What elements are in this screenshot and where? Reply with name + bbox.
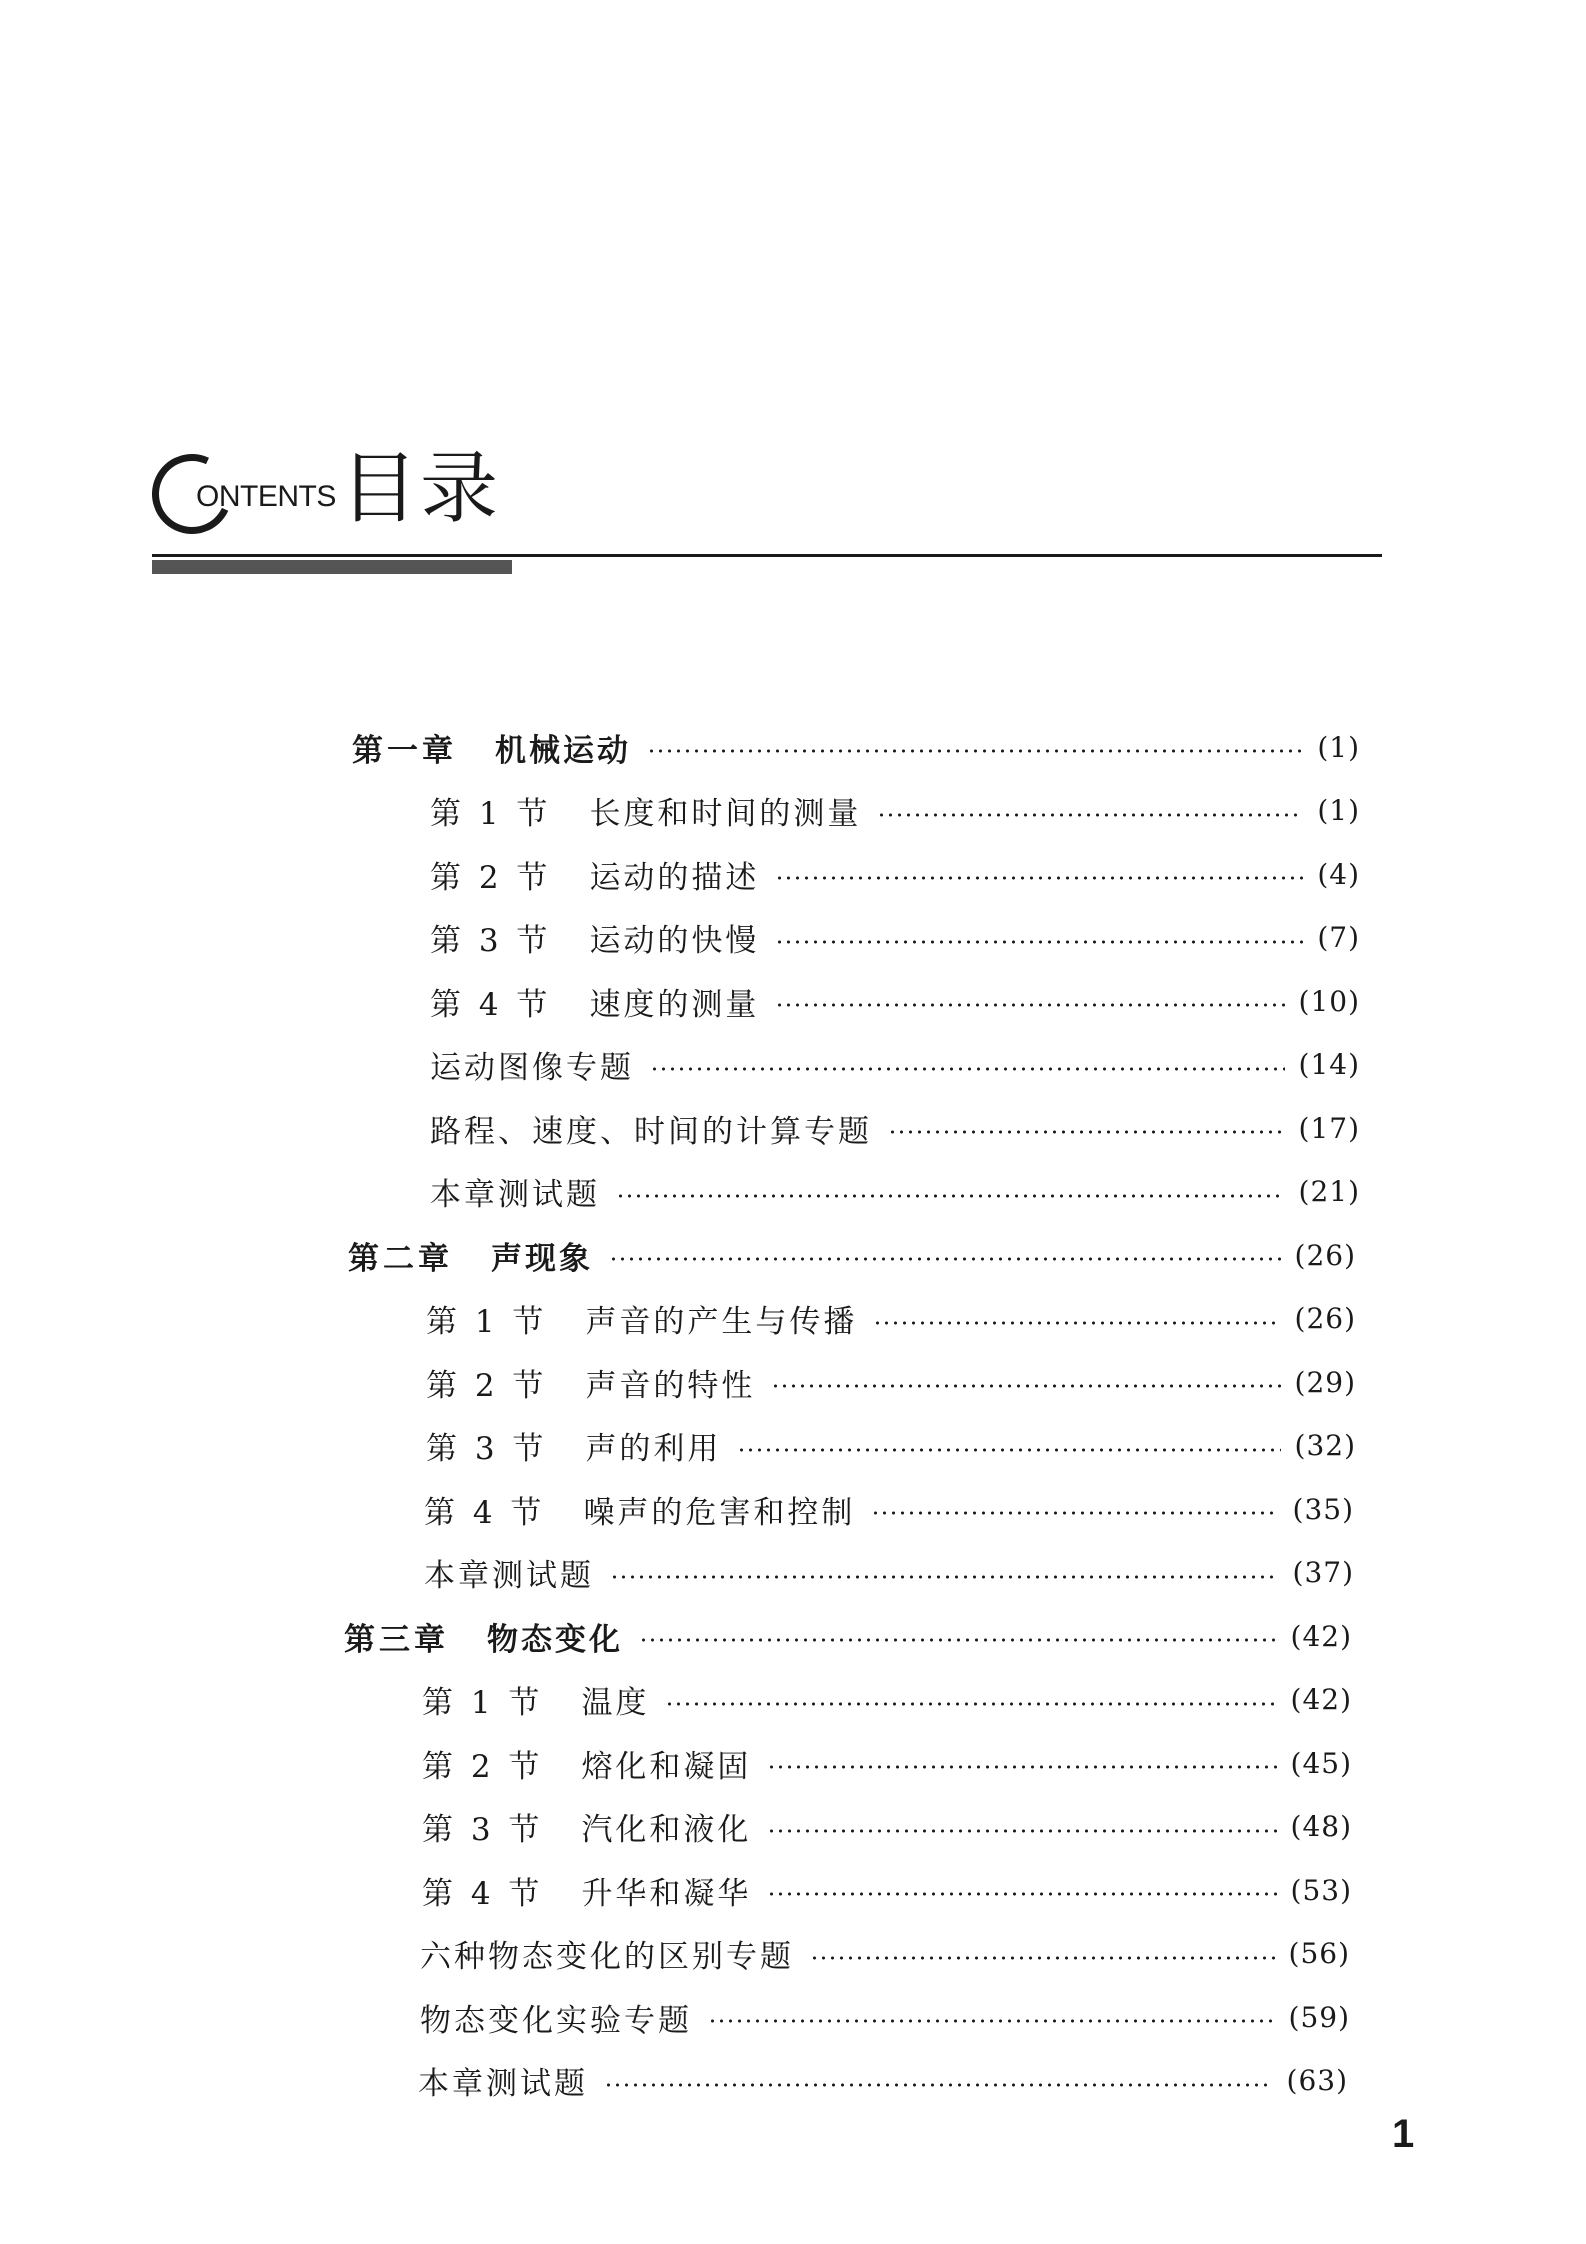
toc-dot-leader	[775, 1002, 1284, 1008]
toc-entry-title: 运动的描述	[589, 859, 760, 896]
toc-dot-leader	[610, 1574, 1279, 1580]
toc-dot-leader	[877, 812, 1303, 818]
toc-entry-number: 第 3 节	[426, 1431, 548, 1467]
toc-entry-page: (17)	[1298, 1111, 1360, 1145]
toc-entry-number: 第三章	[344, 1621, 449, 1658]
toc-entry[interactable]	[424, 1484, 1354, 1534]
toc-entry-page: (10)	[1298, 984, 1360, 1018]
toc-entry-page: (21)	[1298, 1175, 1360, 1208]
toc-entry[interactable]	[426, 1421, 1356, 1471]
toc-entry-title: 声现象	[491, 1240, 593, 1277]
toc-entry-number: 第 4 节	[422, 1875, 544, 1912]
toc-entry-title: 机械运动	[495, 732, 631, 769]
toc-entry-page: (45)	[1290, 1746, 1352, 1780]
page-title: 目录	[340, 444, 501, 534]
toc-entry-number: 第 4 节	[430, 986, 552, 1023]
toc-entry-page: (32)	[1294, 1429, 1356, 1462]
toc-entry[interactable]	[418, 2056, 1348, 2106]
toc-entry-title: 本章测试题	[424, 1558, 594, 1594]
toc-entry-number: 第 3 节	[422, 1812, 544, 1848]
toc-entry-page: (37)	[1292, 1556, 1354, 1589]
toc-entry[interactable]	[430, 1040, 1360, 1090]
toc-entry-number: 第 1 节	[422, 1685, 544, 1721]
toc-entry-page: (4)	[1317, 857, 1360, 891]
toc-entry-title: 六种物态变化的区别专题	[420, 1939, 794, 1975]
toc-dot-leader	[771, 1383, 1280, 1389]
toc-chapter-entry[interactable]	[348, 1230, 1356, 1280]
toc-entry-title: 声的利用	[585, 1431, 722, 1467]
toc-dot-leader	[775, 875, 1303, 881]
toc-dot-leader	[873, 1320, 1280, 1326]
toc-entry[interactable]	[426, 1294, 1356, 1344]
toc-entry[interactable]	[430, 849, 1360, 899]
toc-entry-title: 升华和凝华	[581, 1875, 752, 1912]
toc-entry-page: (42)	[1290, 1683, 1352, 1716]
toc-entry-page: (63)	[1286, 2064, 1348, 2097]
toc-entry[interactable]	[424, 1548, 1354, 1598]
toc-entry[interactable]	[430, 1103, 1360, 1153]
toc-entry-page: (26)	[1294, 1238, 1356, 1272]
toc-chapter-entry[interactable]	[352, 722, 1360, 772]
toc-entry-page: (53)	[1290, 1873, 1352, 1907]
toc-entry-number: 第 2 节	[430, 859, 552, 896]
toc-dot-leader	[665, 1701, 1276, 1707]
toc-dot-leader	[609, 1256, 1281, 1262]
toc-entry-title: 噪声的危害和控制	[583, 1494, 856, 1531]
toc-dot-leader	[888, 1129, 1285, 1135]
toc-entry-title: 长度和时间的测量	[589, 796, 862, 832]
toc-entry-number: 第 3 节	[430, 923, 552, 959]
toc-entry-number: 第 4 节	[424, 1494, 546, 1531]
toc-entry[interactable]	[430, 1167, 1360, 1217]
toc-entry-title: 本章测试题	[430, 1177, 600, 1213]
toc-entry-page: (56)	[1288, 1937, 1350, 1970]
toc-dot-leader	[616, 1193, 1285, 1199]
toc-entry[interactable]	[420, 1992, 1350, 2042]
page-number: 1	[1392, 2112, 1415, 2156]
toc-dot-leader	[775, 939, 1303, 945]
toc-entry-page: (29)	[1294, 1365, 1356, 1399]
toc-entry-title: 运动图像专题	[430, 1050, 634, 1086]
toc-entry-title: 物态变化	[487, 1621, 623, 1658]
toc-entry-title: 速度的测量	[589, 986, 760, 1023]
toc-entry[interactable]	[422, 1675, 1352, 1725]
toc-entry[interactable]	[422, 1738, 1352, 1788]
toc-entry-page: (1)	[1317, 794, 1360, 827]
toc-entry-number: 第 1 节	[430, 796, 552, 832]
toc-entry-number: 第 2 节	[426, 1367, 548, 1404]
toc-entry-page: (59)	[1288, 2000, 1350, 2034]
toc-entry-page: (7)	[1317, 921, 1360, 954]
toc-entry-title: 汽化和液化	[581, 1812, 752, 1848]
contents-word: ONTENTS	[196, 480, 336, 513]
toc-dot-leader	[639, 1637, 1277, 1643]
toc-entry-title: 运动的快慢	[589, 923, 760, 959]
toc-entry-page: (26)	[1294, 1302, 1356, 1335]
toc-entry[interactable]	[422, 1865, 1352, 1915]
toc-entry-page: (14)	[1298, 1048, 1360, 1081]
toc-dot-leader	[647, 748, 1303, 754]
toc-entry-title: 物态变化实验专题	[420, 2002, 692, 2039]
toc-dot-leader	[767, 1891, 1276, 1897]
toc-entry[interactable]	[420, 1929, 1350, 1979]
toc-entry-title: 熔化和凝固	[581, 1748, 752, 1785]
toc-entry-number: 第一章	[352, 732, 457, 769]
toc-dot-leader	[650, 1066, 1285, 1072]
toc-dot-leader	[708, 2018, 1275, 2024]
toc-entry-page: (35)	[1292, 1492, 1354, 1526]
toc-entry[interactable]	[430, 913, 1360, 963]
toc-dot-leader	[767, 1828, 1276, 1834]
toc-entry-page: (42)	[1290, 1619, 1352, 1653]
toc-entry-title: 声音的产生与传播	[585, 1304, 858, 1340]
toc-entry[interactable]	[422, 1802, 1352, 1852]
toc-entry[interactable]	[430, 976, 1360, 1026]
toc-dot-leader	[737, 1447, 1280, 1453]
toc-entry[interactable]	[430, 786, 1360, 836]
toc-entry-title: 路程、速度、时间的计算专题	[430, 1113, 872, 1150]
toc-entry[interactable]	[426, 1357, 1356, 1407]
toc-entry-title: 声音的特性	[585, 1367, 756, 1404]
toc-dot-leader	[604, 2082, 1273, 2088]
toc-entry-number: 第二章	[348, 1240, 453, 1277]
toc-dot-leader	[767, 1764, 1276, 1770]
toc-dot-leader	[871, 1510, 1278, 1516]
toc-entry-page: (48)	[1290, 1810, 1352, 1843]
toc-entry-title: 温度	[581, 1685, 650, 1721]
toc-entry-page: (1)	[1317, 730, 1360, 764]
toc-entry-number: 第 2 节	[422, 1748, 544, 1785]
toc-chapter-entry[interactable]	[344, 1611, 1352, 1661]
toc-entry-number: 第 1 节	[426, 1304, 548, 1340]
toc-entry-title: 本章测试题	[418, 2066, 588, 2102]
toc-dot-leader	[810, 1955, 1275, 1961]
